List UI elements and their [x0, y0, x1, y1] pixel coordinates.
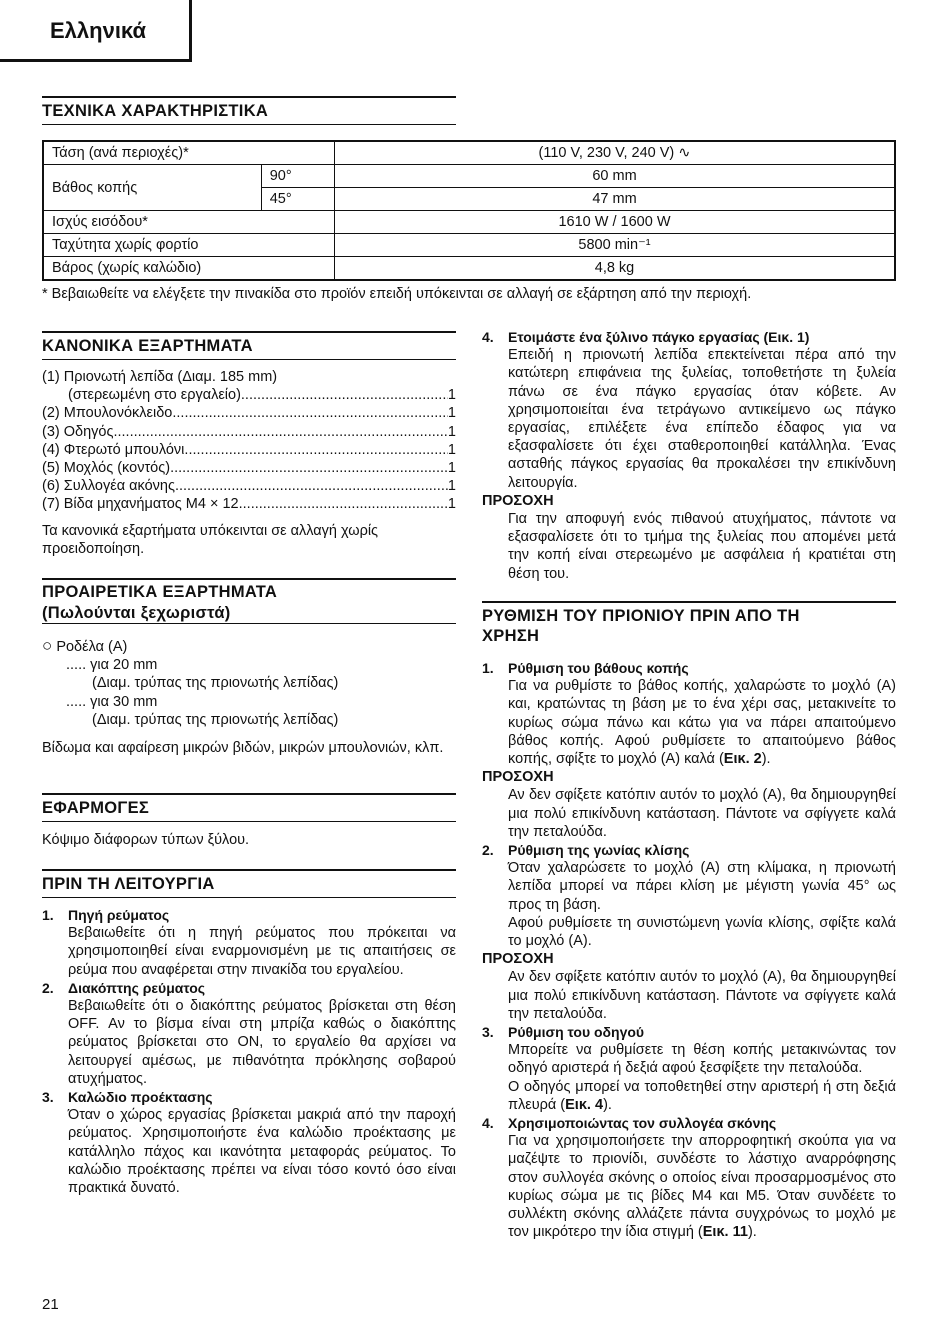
standard-heading-text: ΚΑΝΟΝΙΚΑ ΕΞΑΡΤΗΜΑΤΑ [42, 337, 253, 355]
spec-value: (110 V, 230 V, 240 V) ∿ [335, 141, 896, 165]
optional-note: Βίδωμα και αφαίρεση μικρών βιδών, μικρών μπουλονιών, κλπ. [42, 740, 444, 757]
list-item [42, 979, 456, 1088]
item-title: Χρησιμοποιώντας τον συλλογέα σκόνης [508, 1115, 777, 1132]
item-qty: 1 [447, 496, 456, 513]
spec-value: 5800 min⁻¹ [335, 234, 896, 257]
spec-sub: 45° [261, 188, 334, 211]
list-item: (1) Πριονωτή λεπίδα (Διαμ. 185 mm) [42, 369, 278, 385]
item-title: Πηγή ρεύματος [68, 907, 170, 923]
language-tab [0, 0, 192, 62]
item-text: Όταν χαλαρώσετε το μοχλό (A) στη κλίμακα, η πριονωτή λεπίδα μπορεί να πάρει κλίση με μέγιστη γωνία 45° ως προς τη βάση. [508, 860, 896, 913]
item-label: (6) Συλλογέα ακόνης [42, 478, 175, 495]
item-text-body: Για να χρησιμοποιήσετε την απορροφητική σκούπα για να μαζέψτε το πριονίδι, συνδέστε το λάστιχο αναρρόφησης στον συλλογέα σκόνης ο οποίος είναι προσαρμοσμένος στο κυρίως σώμα με τις βίδες M4 και M5. Όταν συνδέετε το συλλέκτη σκόνης αλλάζετε πάντα συγχρόνως το μοχλό με τον μικρότερο την ίδια στιγμή ( [508, 1133, 896, 1241]
item-number: 1. [482, 660, 494, 676]
specs-table [42, 140, 896, 281]
before-op-heading [42, 869, 456, 898]
before-op-heading-text: ΠΡΙΝ ΤΗ ΛΕΙΤΟΥΡΓΙΑ [42, 875, 215, 893]
item-text-body: Για να ρυθμίστε το βάθος κοπής, χαλαρώστε το μοχλό (A) και, κρατώντας τη βάση με το ένα χέρι σας, μετακινείτε το κυρίως σώμα πάνω και κάτω για να πάρει απαιτούμενο βάθος κοπής. Αφού ρυθμίσετε το απαιτούμενο βάθος κοπής, σφίξτε το μοχλό (A) καλά ( [508, 678, 896, 768]
item-text-end: ). [603, 1096, 612, 1113]
item-text [482, 677, 896, 768]
spec-label: Ισχύς εισόδου* [43, 211, 335, 234]
optional-heading-line2: (Πωλούνται ξεχωριστά) [42, 604, 231, 622]
item-label: Ροδέλα (A) [56, 639, 128, 655]
item-text: Βεβαιωθείτε ότι ο διακόπτης ρεύματος βρίσκεται στη θέση OFF. Αν το βίσμα είναι στη μπρίζα καθώς ο διακόπτης ρεύματος βρίσκεται στο ON, το εργαλείο θα αρχίσει να λειτουργεί αμέσως, με πιθανότητα πρόκλησης σοβαρού ατυχήματος. [68, 998, 456, 1087]
list-item [42, 459, 456, 477]
spec-value: 60 mm [335, 165, 896, 188]
spec-value: 47 mm [335, 188, 896, 211]
item-label: (4) Φτερωτό μπουλόνι [42, 441, 185, 458]
caution-label: ΠΡΟΣΟΧΗ [482, 769, 554, 786]
item-title: Καλώδιο προέκτασης [68, 1089, 213, 1106]
table-row [43, 165, 895, 188]
language-label: Ελληνικά [50, 18, 146, 43]
item-label: (5) Μοχλός (κοντός) [42, 460, 171, 477]
optional-heading-line1: ΠΡΟΑΙΡΕΤΙΚΑ ΕΞΑΡΤΗΜΑΤΑ [42, 583, 278, 601]
spec-value: 1610 W / 1600 W [335, 211, 896, 234]
list-item [42, 906, 456, 979]
circle-bullet-icon: ○ [42, 636, 53, 655]
standard-note: Τα κανονικά εξαρτήματα υπόκεινται σε αλλαγή χωρίς προειδοποίηση. [42, 522, 379, 557]
caution-text: Αν δεν σφίξετε κατόπιν αυτόν το μοχλό (A), θα δημιουργηθεί μια πολύ επικίνδυνη κατάσταση. Πάντοτε να σφίγγετε καλά την πεταλούδα. [508, 787, 896, 840]
list-item [42, 386, 456, 404]
item-label: (3) Οδηγός [42, 423, 114, 440]
table-row [43, 234, 895, 257]
specs-heading [42, 96, 456, 125]
list-item [42, 477, 456, 495]
caution-label: ΠΡΟΣΟΧΗ [482, 492, 554, 509]
standard-heading [42, 331, 456, 360]
specs-heading-text: ΤΕΧΝΙΚΑ ΧΑΡΑΚΤΗΡΙΣΤΙΚΑ [42, 102, 269, 120]
item-text: Αφού ρυθμίσετε τη συνιστώμενη γωνία κλίσης, σφίξτε καλά το μοχλό (A). [508, 914, 896, 950]
item-number: 4. [482, 329, 494, 345]
specs-footnote: * Βεβαιωθείτε να ελέγξετε την πινακίδα στο προϊόν επειδή υπόκεινται σε αλλαγή σε εξάρτηση από την περιοχή. [42, 286, 752, 302]
list-item [42, 1088, 456, 1197]
list-item [42, 423, 456, 441]
item-qty: 1 [447, 405, 456, 422]
spec-label: Βάρος (χωρίς καλώδιο) [43, 257, 335, 281]
item-number: 2. [482, 842, 494, 859]
caution-text: Αν δεν σφίξετε κατόπιν αυτόν το μοχλό (A), θα δημιουργηθεί μια πολύ επικίνδυνη κατάσταση. Πάντοτε να σφίγγετε καλά την πεταλούδα. [508, 969, 896, 1022]
item-number: 2. [42, 979, 54, 996]
list-item [42, 404, 456, 422]
list-item: ..... για 20 mm [66, 657, 158, 674]
figure-ref: Εικ. 4 [565, 1096, 604, 1113]
list-item: (Διαμ. τρύπας της πριονωτής λεπίδας) [92, 711, 339, 728]
caution-text: Για την αποφυγή ενός πιθανού ατυχήματος, πάντοτε να εξασφαλίσετε ότι το τμήμα της ξυλείας που απομένει μετά την κοπή είναι στερεωμένο με ασφάλεια ή κρατιέται στη θέση του. [508, 511, 896, 582]
standard-list [42, 368, 456, 558]
caution-label: ΠΡΟΣΟΧΗ [482, 951, 554, 968]
item-title: Διακόπτης ρεύματος [68, 979, 206, 996]
item-label: (στερεωμένη στο εργαλείο) [68, 387, 241, 404]
item-text [482, 1132, 896, 1241]
item-qty: 1 [447, 478, 456, 495]
list-item [42, 441, 456, 459]
item-text: Βεβαιωθείτε ότι η πηγή ρεύματος που πρόκειται να χρησιμοποιηθεί είναι εναρμονισμένη με τις απαιτήσεις σε ρεύμα που αναφέρεται στην πινακίδα του εργαλείου. [68, 925, 456, 978]
item-qty: 1 [447, 387, 456, 404]
item-number: 4. [482, 1115, 494, 1132]
item-number: 1. [42, 907, 54, 923]
spec-sub: 90° [261, 165, 334, 188]
figure-ref: Εικ. 2 [723, 751, 762, 768]
adjust-list [482, 659, 896, 1242]
item-qty: 1 [447, 460, 456, 477]
adjust-heading-line1: ΡΥΘΜΙΣΗ ΤΟΥ ΠΡΙΟΝΙΟΥ ΠΡΙΝ ΑΠΟ ΤΗ [482, 607, 800, 625]
item-qty: 1 [447, 441, 456, 458]
table-row [43, 257, 895, 281]
item-label: (7) Βίδα μηχανήματος M4 × 12 [42, 496, 239, 513]
list-item: ..... για 30 mm [66, 693, 158, 710]
figure-ref: Εικ. 11 [702, 1224, 748, 1241]
optional-list [42, 637, 456, 757]
item-text: Όταν ο χώρος εργασίας βρίσκεται μακριά από την παροχή ρεύματος. Χρησιμοποιήστε ένα καλώδιο προέκτασης με κατάλληλο πάχος και ικανότητα μεταφοράς ρεύματος. Το καλώδιο προέκτασης πρέπει να είναι τόσο κοντό όσο είναι πρακτικά δυνατό. [68, 1107, 456, 1197]
applications-heading [42, 793, 456, 822]
adjust-heading-line2: ΧΡΗΣΗ [482, 627, 540, 645]
applications-heading-text: ΕΦΑΡΜΟΓΕΣ [42, 799, 150, 817]
item-text [482, 1078, 896, 1114]
item-text: Επειδή η πριονωτή λεπίδα επεκτείνεται πέρα από την κατώτερη επιφάνεια της ξυλείας, τοποθετήστε τη ξυλεία πάνω σε ένα πάγκο εργασίας όταν κόβετε. Αν χρησιμοποιείται ένα τετράγωνο αντικείμενο ως πάγκο εργασίας, επιλέξετε ένα επίπεδο έδαφος για να εξασφαλίσετε ότι έχει σταθεροποιηθεί κατάλληλα. Ένας ασταθής πάγκος εργασίας θα προκαλέσει την επικίνδυνη λειτουργία. [508, 347, 896, 491]
item-text-end: ). [747, 1224, 757, 1241]
table-row [43, 211, 895, 234]
item-label: (2) Μπουλονόκλειδο [42, 405, 173, 422]
item-number: 3. [482, 1024, 494, 1041]
table-row [43, 141, 895, 165]
item-text: Μπορείτε να ρυθμίσετε τη θέση κοπής μετακινώντας τον οδηγό αριστερά ή δεξιά αφού ξεσφίξετε την πεταλούδα. [508, 1042, 896, 1077]
spec-label: Ταχύτητα χωρίς φορτίο [43, 234, 335, 257]
spec-value: 4,8 kg [335, 257, 896, 281]
list-item [42, 495, 456, 513]
adjust-heading [482, 601, 896, 645]
item-number: 3. [42, 1089, 54, 1106]
spec-label: Τάση (ανά περιοχές)* [43, 141, 335, 165]
spec-label: Βάθος κοπής [43, 165, 261, 211]
optional-heading [42, 578, 456, 624]
before-op-list [42, 906, 456, 1197]
list-item: (Διαμ. τρύπας της πριονωτής λεπίδας) [92, 675, 339, 692]
item-qty: 1 [447, 423, 456, 440]
item-title: Ετοιμάστε ένα ξύλινο πάγκο εργασίας (Εικ. 1) [508, 329, 810, 345]
page-number: 21 [42, 1296, 59, 1313]
workbench-section [482, 328, 896, 583]
item-text-body: Ο οδηγός μπορεί να τοποθετηθεί στην αριστερή ή στη δεξιά πλευρά ( [508, 1078, 896, 1113]
item-text-end: ). [761, 751, 771, 768]
list-item [42, 637, 456, 656]
item-title: Ρύθμιση του βάθους κοπής [508, 660, 689, 676]
item-title: Ρύθμιση του οδηγού [508, 1024, 645, 1041]
applications-text: Κόψιμο διάφορων τύπων ξύλου. [42, 832, 250, 848]
item-title: Ρύθμιση της γωνίας κλίσης [508, 842, 690, 859]
